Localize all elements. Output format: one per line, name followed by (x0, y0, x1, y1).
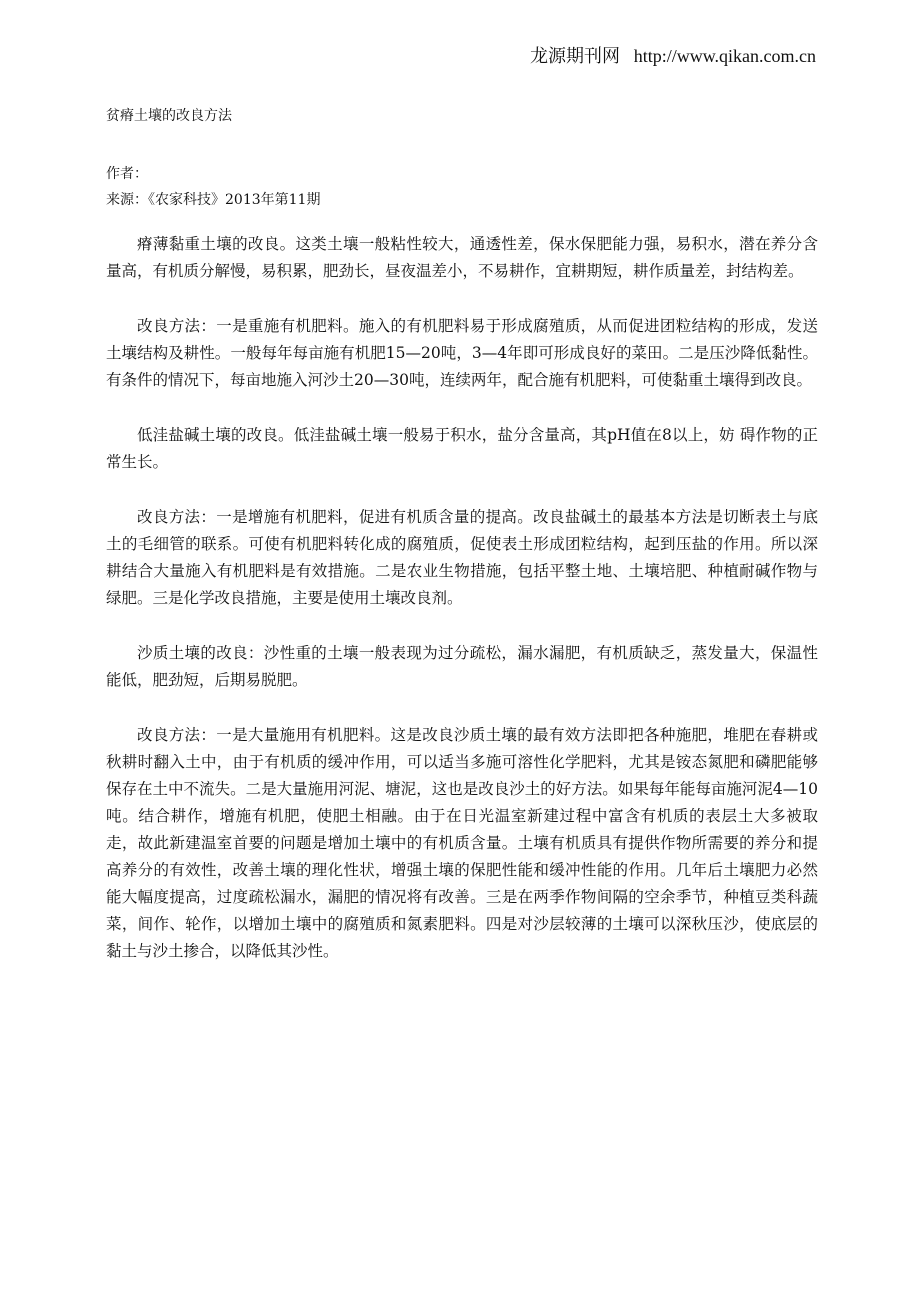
paragraph: 改良方法：一是重施有机肥料。施入的有机肥料易于形成腐殖质，从而促进团粒结构的形成，发送土壤结构及耕性。一般每年每亩施有机肥15—20吨，3—4年即可形成良好的菜田。二是压沙降低黏性。有条件的情况下，每亩地施入河沙土20—30吨，连续两年，配合施有机肥料，可使黏重土壤得到改良。 (106, 317, 818, 389)
article-author: 作者： (106, 166, 148, 182)
article-title: 贫瘠土壤的改良方法 (106, 108, 232, 124)
article-source: 来源：《农家科技》2013年第11期 (106, 192, 321, 208)
page-header (530, 44, 816, 69)
paragraph: 改良方法：一是大量施用有机肥料。这是改良沙质土壤的最有效方法即把各种施肥，堆肥在春耕或秋耕时翻入土中，由于有机质的缓冲作用，可以适当多施可溶性化学肥料，尤其是铵态氮肥和磷肥能够保存在土中不流失。二是大量施用河泥、塘泥，这也是改良沙土的好方法。如果每年能每亩施河泥4—10吨。结合耕作，增施有机肥，使肥土相融。由于在日光温室新建过程中富含有机质的表层土大多被取走，故此新建温室首要的问题是增加土壤中的有机质含量。土壤有机质具有提供作物所需要的养分和提高养分的有效性，改善土壤的理化性状，增强土壤的保肥性能和缓冲性能的作用。几年后土壤肥力必然能大幅度提高，过度疏松漏水，漏肥的情况将有改善。三是在两季作物间隔的空余季节，种植豆类科蔬菜，间作、轮作，以增加土壤中的腐殖质和氮素肥料。四是对沙层较薄的土壤可以深秋压沙，使底层的黏土与沙土掺合，以降低其沙性。 (106, 726, 818, 960)
paragraph: 低洼盐碱土壤的改良。低洼盐碱土壤一般易于积水，盐分含量高，其pH值在8以上，妨 碍作物的正常生长。 (106, 426, 818, 471)
site-name: 龙源期刊网 (529, 46, 620, 67)
article-body (106, 231, 818, 993)
site-url[interactable]: http://www.qikan.com.cn (633, 46, 816, 66)
paragraph: 沙质土壤的改良：沙性重的土壤一般表现为过分疏松，漏水漏肥，有机质缺乏，蒸发量大，保温性能低，肥劲短，后期易脱肥。 (106, 644, 818, 689)
paragraph: 改良方法：一是增施有机肥料，促进有机质含量的提高。改良盐碱土的最基本方法是切断表土与底土的毛细管的联系。可使有机肥料转化成的腐殖质，促使表土形成团粒结构，起到压盐的作用。所以深耕结合大量施入有机肥料是有效措施。二是农业生物措施，包括平整土地、土壤培肥、种植耐碱作物与绿肥。三是化学改良措施，主要是使用土壤改良剂。 (106, 508, 818, 607)
paragraph: 瘠薄黏重土壤的改良。这类土壤一般粘性较大，通透性差，保水保肥能力强，易积水，潜在养分含量高，有机质分解慢，易积累，肥劲长，昼夜温差小，不易耕作，宜耕期短，耕作质量差，封结构差。 (106, 235, 818, 280)
